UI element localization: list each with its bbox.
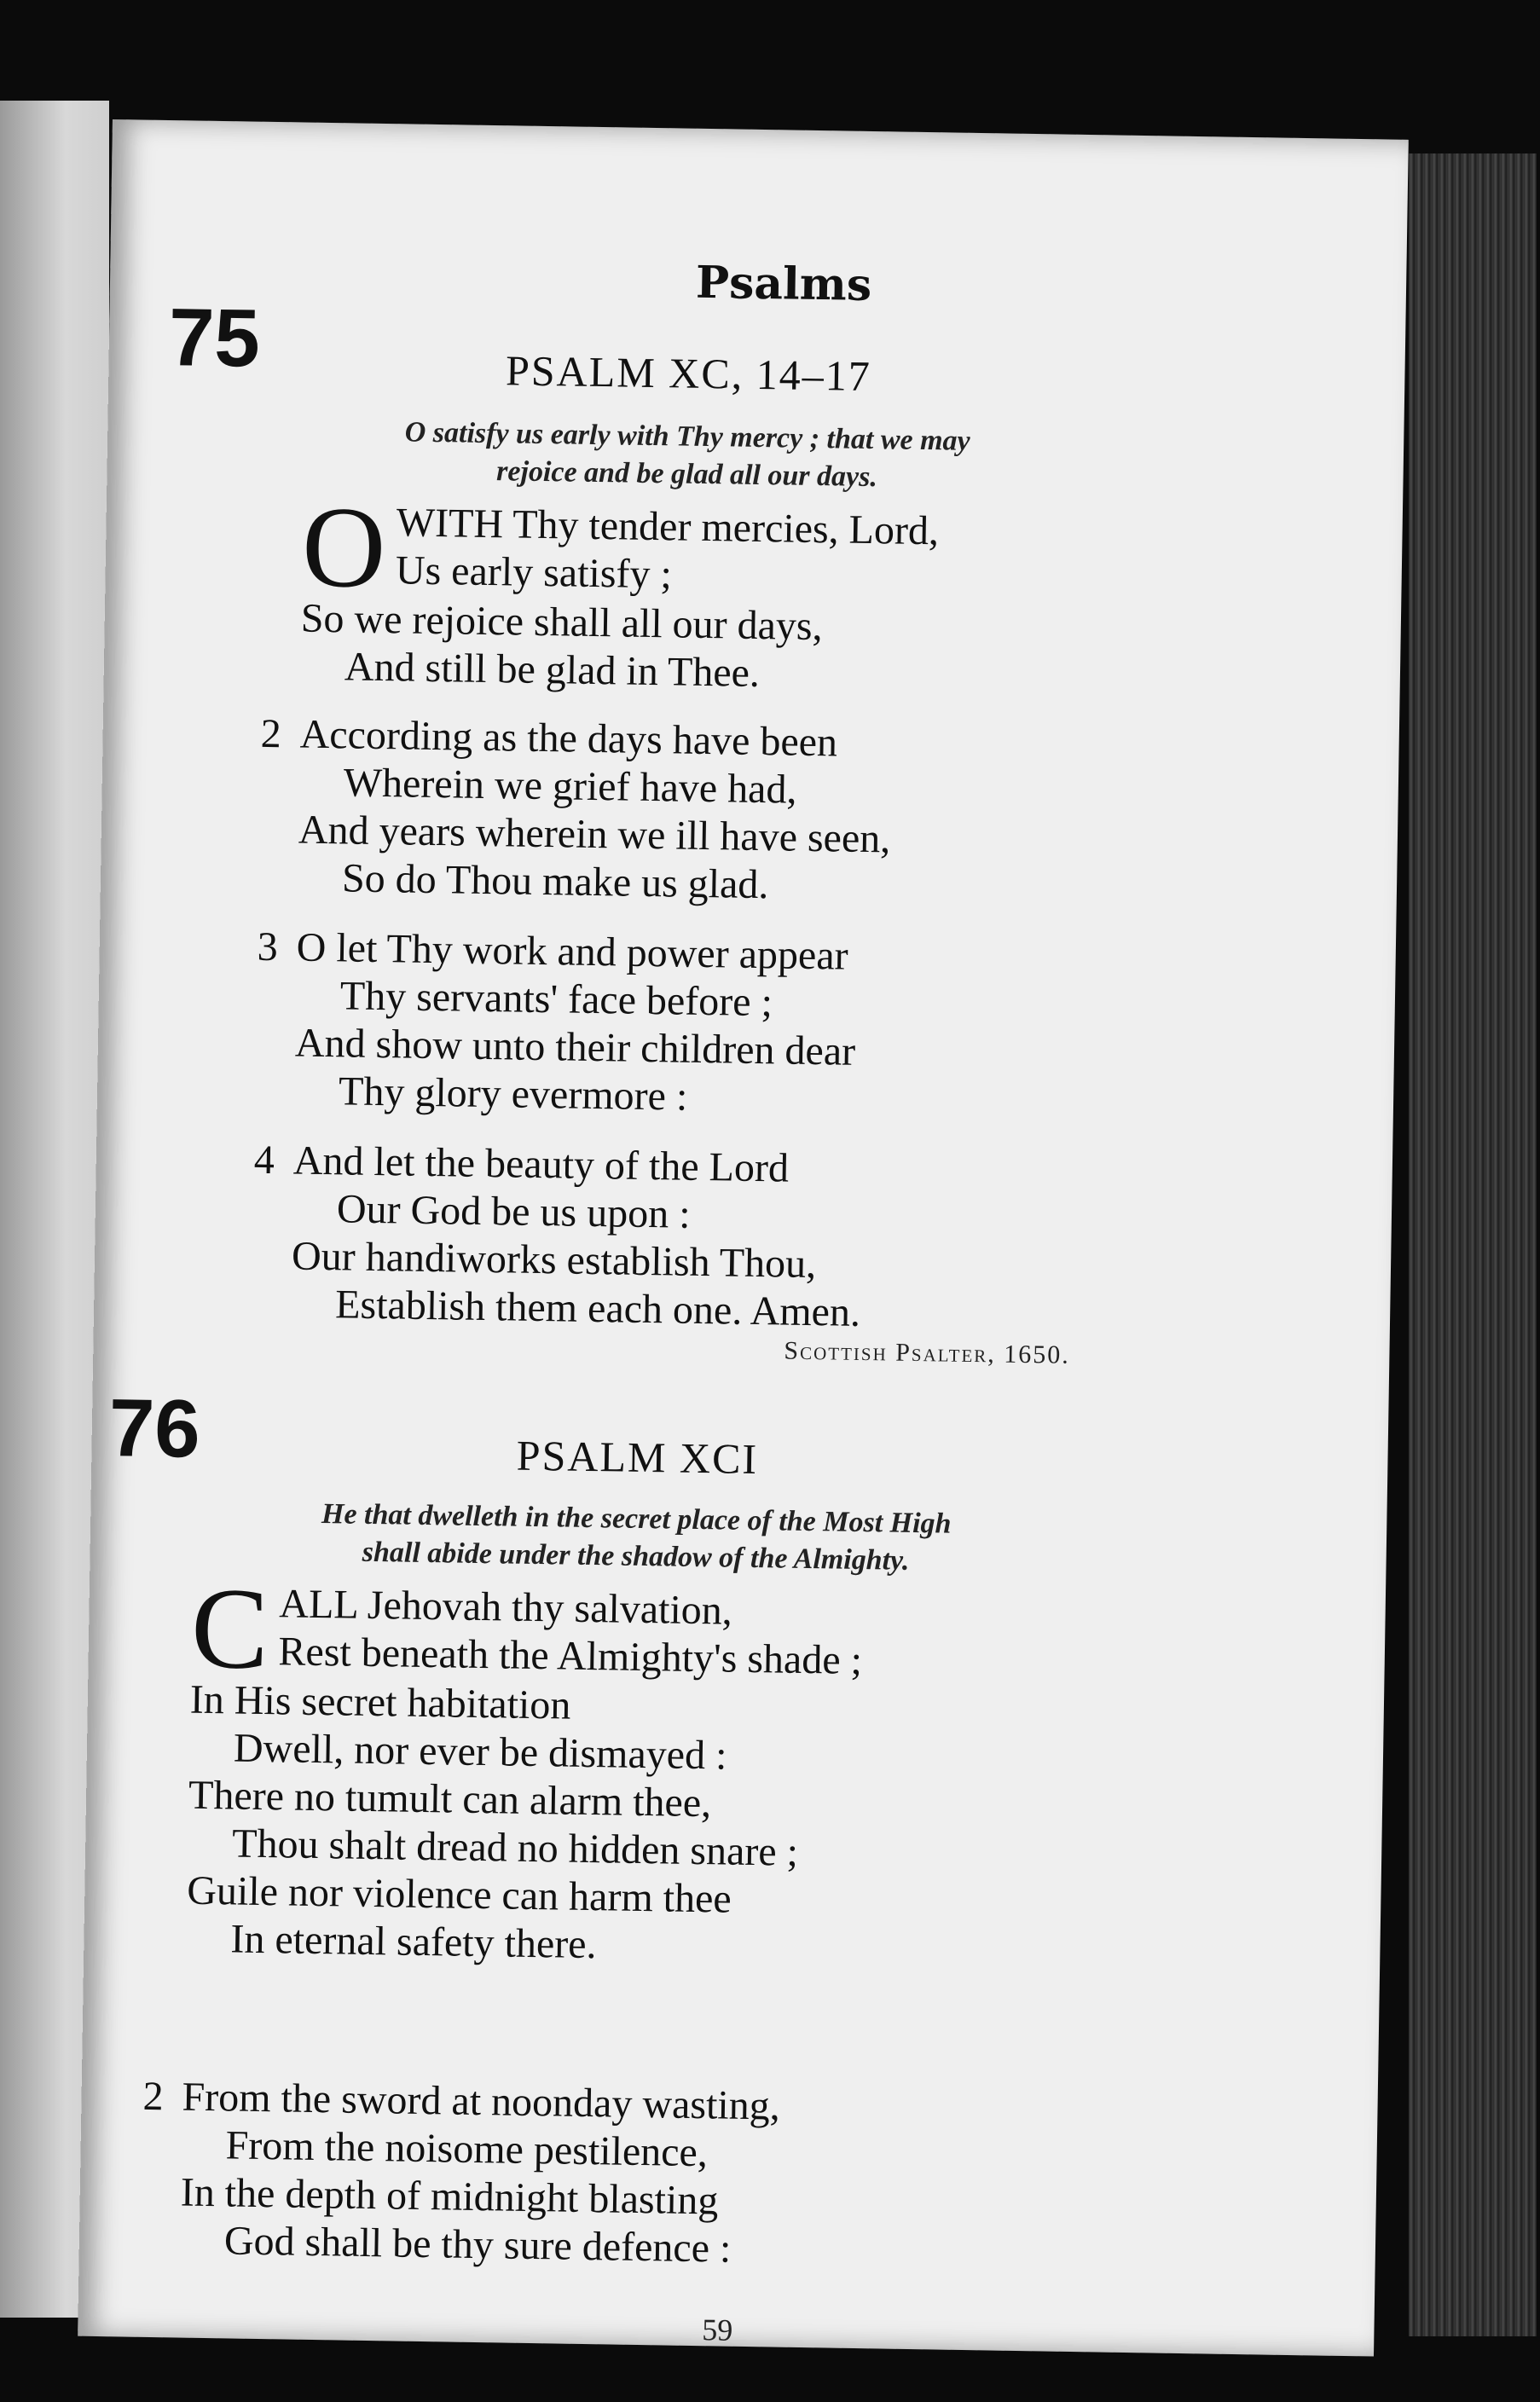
hymnal-page: [78, 119, 1409, 2357]
verse-4: 4 And let the beauty of the Lord Our God be us upon : Our handiworks establish Thou, Establish them each one. Amen.: [253, 1137, 861, 1335]
hymn-number: 76: [108, 1382, 201, 1475]
running-head: Psalms: [695, 256, 872, 312]
page-number: 59: [702, 2312, 733, 2347]
verse-number: 2: [142, 2073, 165, 2120]
drop-cap: O: [300, 483, 387, 613]
verse-2: 2 From the sword at noonday wasting, From the noisome pestilence, In the depth of midnight blasting God shall be thy sure defence :: [142, 2073, 781, 2272]
epigraph: O satisfy us early with Thy mercy ; that we may rejoice and be glad all our days.: [404, 416, 970, 494]
psalm-title: PSALM XCI: [516, 1431, 759, 1484]
drop-cap: C: [190, 1564, 270, 1694]
verse-number: 4: [253, 1137, 275, 1184]
verse-3: 3 O let Thy work and power appear Thy servants' face before ; And show unto their children dear Thy glory evermore :: [257, 923, 856, 1120]
psalm-title: PSALM XC, 14–17: [505, 346, 872, 401]
book-page-edges: [1409, 153, 1537, 2336]
verse-2: 2 According as the days have been Wherein we grief have had, And years wherein we ill have seen, So do Thou make us glad.: [260, 710, 891, 908]
verse-number: 2: [260, 710, 282, 757]
verse-1: C ALL Jehovah thy salvation, Rest beneath the Almighty's shade ; In His secret habitation Dwell, nor ever be dismayed : There no tumult can alarm thee, Thou shalt dread no hidden snare ; Guile nor violence can harm thee In eternal safety there.: [186, 1564, 863, 1968]
verse-1: O WITH Thy tender mercies, Lord, Us early satisfy ; So we rejoice shall all our days, And still be glad in Thee.: [300, 483, 940, 696]
hymn-number: 75: [168, 292, 261, 385]
epigraph: He that dwelleth in the secret place of the Most High shall abide under the shadow of the Almighty.: [321, 1498, 952, 1577]
verse-number: 3: [257, 923, 279, 970]
attribution: Scottish Psalter, 1650.: [784, 1336, 1071, 1369]
